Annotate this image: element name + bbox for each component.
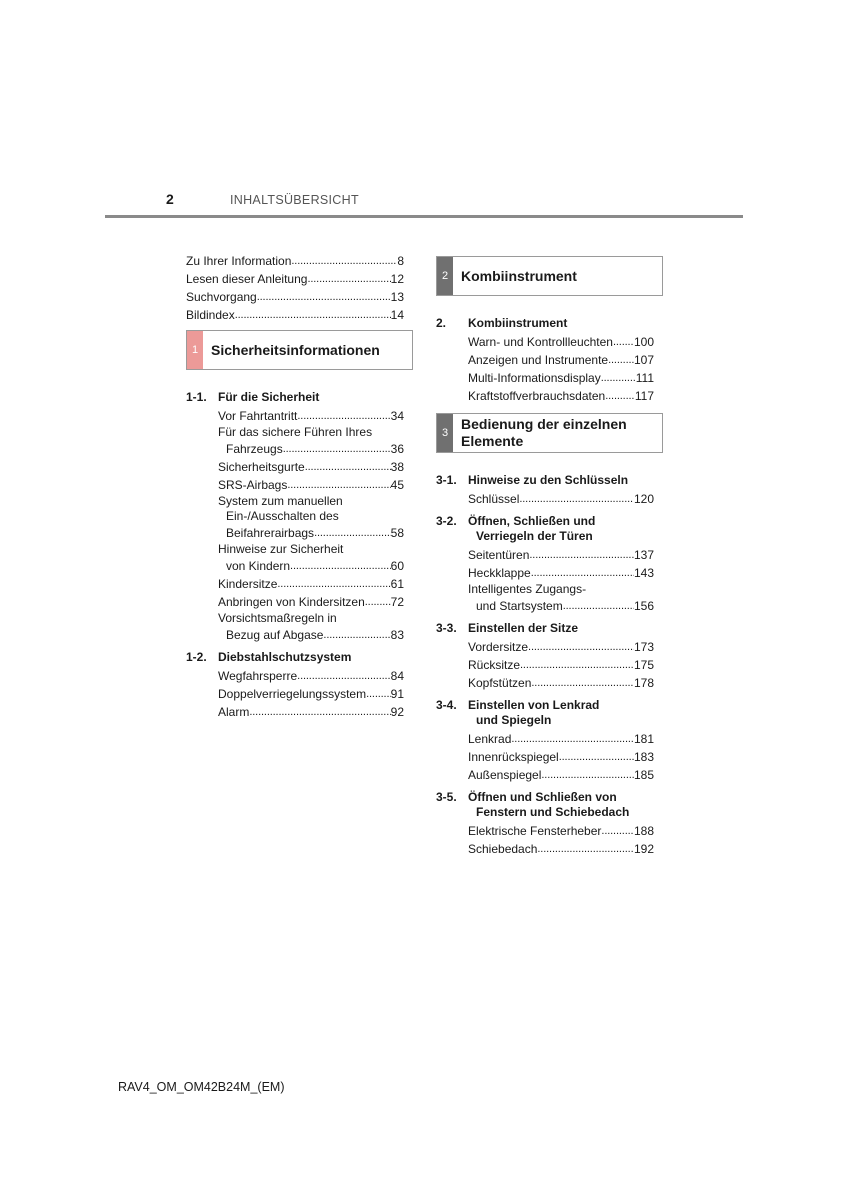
section-heading: 3-4. Einstellen von Lenkrad und Spiegeln — [436, 698, 600, 727]
toc-entry[interactable]: Wegfahrsperre . . . 84 — [186, 667, 404, 685]
toc-entry[interactable]: Kopfstützen . . . 178 — [436, 674, 654, 692]
section-heading: 1-2. Diebstahlschutzsystem — [186, 650, 352, 664]
toc-entry[interactable]: Bildindex . . . 14 — [186, 306, 404, 324]
toc-entry-line: Für das sichere Führen Ihres — [218, 425, 373, 439]
toc-entry-line: Intelligentes Zugangs- — [468, 582, 587, 596]
header-title: INHALTSÜBERSICHT — [230, 193, 359, 207]
toc-entry[interactable]: Kraftstoffverbrauchsdaten . . . 117 — [436, 387, 654, 405]
toc-entry[interactable]: und Startsystem . . . 156 — [436, 597, 654, 615]
toc-entry[interactable]: Vordersitze . . . 173 — [436, 638, 654, 656]
section-heading: 3-2. Öffnen, Schließen und Verriegeln der Türen — [436, 514, 596, 543]
toc-entry[interactable]: von Kindern . . . 60 — [186, 557, 404, 575]
toc-entry-line: Hinweise zur Sicherheit — [218, 542, 344, 556]
footer-document-code: RAV4_OM_OM42B24M_(EM) — [118, 1080, 285, 1094]
chapter-1-box[interactable] — [186, 330, 413, 370]
toc-entry[interactable]: Schlüssel . . . 120 — [436, 490, 654, 508]
toc-entry[interactable]: Anzeigen und Instrumente . . . 107 — [436, 351, 654, 369]
chapter-3-box[interactable] — [436, 413, 663, 453]
toc-entry-line: Ein-/Ausschalten des — [226, 509, 339, 523]
toc-entry[interactable]: Lesen dieser Anleitung . . . 12 — [186, 270, 404, 288]
chapter-3-title: Bedienung der einzelnen Elemente — [461, 416, 627, 449]
toc-entry[interactable]: SRS-Airbags . . . 45 — [186, 476, 404, 494]
section-heading: 1-1. Für die Sicherheit — [186, 390, 320, 404]
chapter-2-title: Kombiinstrument — [461, 267, 577, 284]
toc-entry[interactable]: Elektrische Fensterheber . . . 188 — [436, 822, 654, 840]
toc-entry[interactable]: Fahrzeugs . . . 36 — [186, 440, 404, 458]
toc-entry-line: Vorsichtsmaßregeln in — [218, 611, 337, 625]
toc-entry[interactable]: Außenspiegel . . . 185 — [436, 766, 654, 784]
toc-entry[interactable]: Beifahrerairbags . . . 58 — [186, 524, 404, 542]
toc-entry[interactable]: Rücksitze . . . 175 — [436, 656, 654, 674]
toc-entry[interactable]: Suchvorgang . . . 13 — [186, 288, 404, 306]
chapter-2-box[interactable] — [436, 256, 663, 296]
chapter-3-number: 3 — [437, 414, 453, 452]
chapter-2-number: 2 — [437, 257, 453, 295]
toc-entry[interactable]: Zu Ihrer Information . . . 8 — [186, 252, 404, 270]
toc-entry[interactable]: Multi-Informationsdisplay . . . 111 — [436, 369, 654, 387]
toc-entry[interactable]: Schiebedach . . . 192 — [436, 840, 654, 858]
toc-entry[interactable]: Heckklappe . . . 143 — [436, 564, 654, 582]
toc-entry-line: System zum manuellen — [218, 494, 343, 508]
toc-entry[interactable]: Lenkrad . . . 181 — [436, 730, 654, 748]
chapter-1-number: 1 — [187, 331, 203, 369]
page-number: 2 — [166, 191, 174, 207]
toc-entry[interactable]: Kindersitze . . . 61 — [186, 575, 404, 593]
toc-entry[interactable]: Sicherheitsgurte . . . 38 — [186, 458, 404, 476]
chapter-1-title: Sicherheitsinformationen — [211, 341, 380, 358]
section-heading: 3-5. Öffnen und Schließen von Fenstern und Schiebedach — [436, 790, 630, 819]
left-column — [186, 252, 404, 721]
toc-entry[interactable]: Bezug auf Abgase . . . 83 — [186, 626, 404, 644]
toc-entry[interactable]: Alarm . . . 92 — [186, 703, 404, 721]
toc-entry[interactable]: Doppelverriegelungssystem . . . 91 — [186, 685, 404, 703]
right-column — [436, 256, 654, 858]
section-heading: 3-1. Hinweise zu den Schlüsseln — [436, 473, 629, 487]
toc-entry[interactable]: Warn- und Kontrollleuchten . . . 100 — [436, 333, 654, 351]
section-heading: 2. Kombiinstrument — [436, 316, 568, 330]
header-rule — [105, 215, 743, 218]
toc-entry[interactable]: Vor Fahrtantritt . . . 34 — [186, 407, 404, 425]
toc-entry[interactable]: Seitentüren . . . 137 — [436, 546, 654, 564]
toc-entry[interactable]: Innenrückspiegel . . . 183 — [436, 748, 654, 766]
section-heading: 3-3. Einstellen der Sitze — [436, 621, 579, 635]
toc-entry[interactable]: Anbringen von Kindersitzen . . . 72 — [186, 593, 404, 611]
